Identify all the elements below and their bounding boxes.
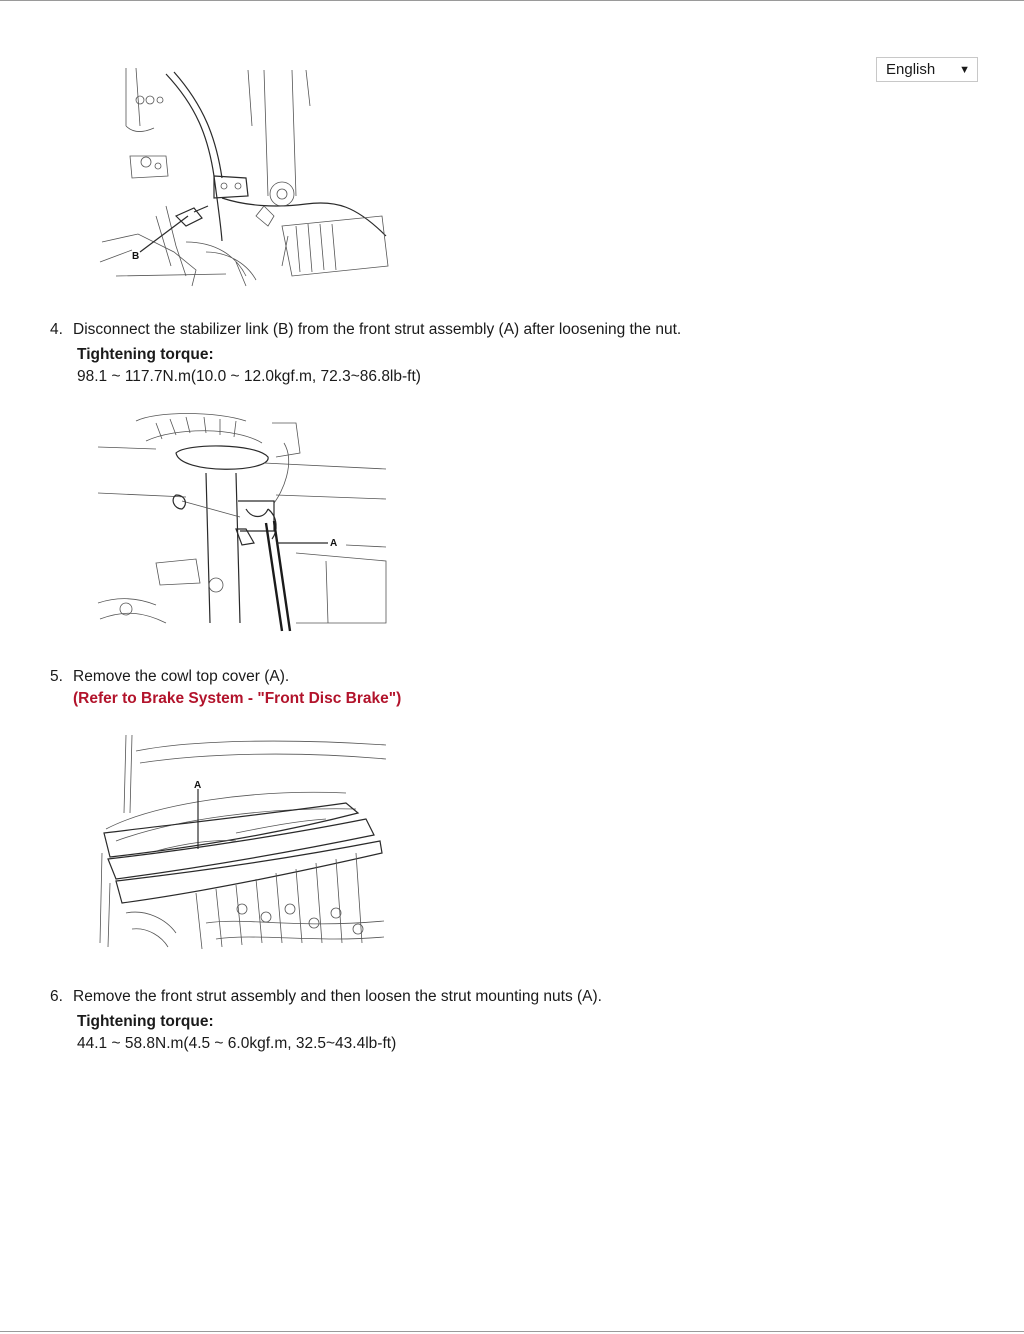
reference-link-front-disc-brake[interactable]: (Refer to Brake System - "Front Disc Brake") (73, 690, 402, 707)
callout-a-strut: A (330, 538, 338, 549)
figure-stabilizer-link (96, 66, 391, 288)
step-5 (50, 667, 289, 687)
figure-strut-nut (96, 413, 391, 635)
callout-b: B (132, 251, 140, 262)
step-5-text: Remove the cowl top cover (A). (73, 668, 290, 685)
step-4 (50, 320, 681, 340)
step-5-number: 5. (50, 668, 63, 685)
step-4-torque-value: 98.1 ~ 117.7N.m(10.0 ~ 12.0kgf.m, 72.3~86.8lb-ft) (77, 368, 421, 385)
language-select[interactable] (876, 57, 978, 82)
top-rule (0, 0, 1024, 1)
figure-cowl-top-cover (96, 733, 391, 955)
step-6-text: Remove the front strut assembly and then loosen the strut mounting nuts (A). (73, 988, 602, 1005)
step-4-torque-label: Tightening torque: (77, 346, 214, 363)
step-6-torque-label: Tightening torque: (77, 1013, 214, 1030)
step-6-number: 6. (50, 988, 63, 1005)
chevron-down-icon: ▼ (959, 64, 970, 76)
callout-a-cowl: A (194, 780, 202, 791)
bottom-rule (0, 1331, 1024, 1332)
step-6 (50, 987, 602, 1007)
step-4-number: 4. (50, 321, 63, 338)
language-select-value: English (886, 61, 936, 78)
step-6-torque-value: 44.1 ~ 58.8N.m(4.5 ~ 6.0kgf.m, 32.5~43.4lb-ft) (77, 1035, 397, 1052)
step-4-text: Disconnect the stabilizer link (B) from the front strut assembly (A) after loosening the nut. (73, 321, 682, 338)
